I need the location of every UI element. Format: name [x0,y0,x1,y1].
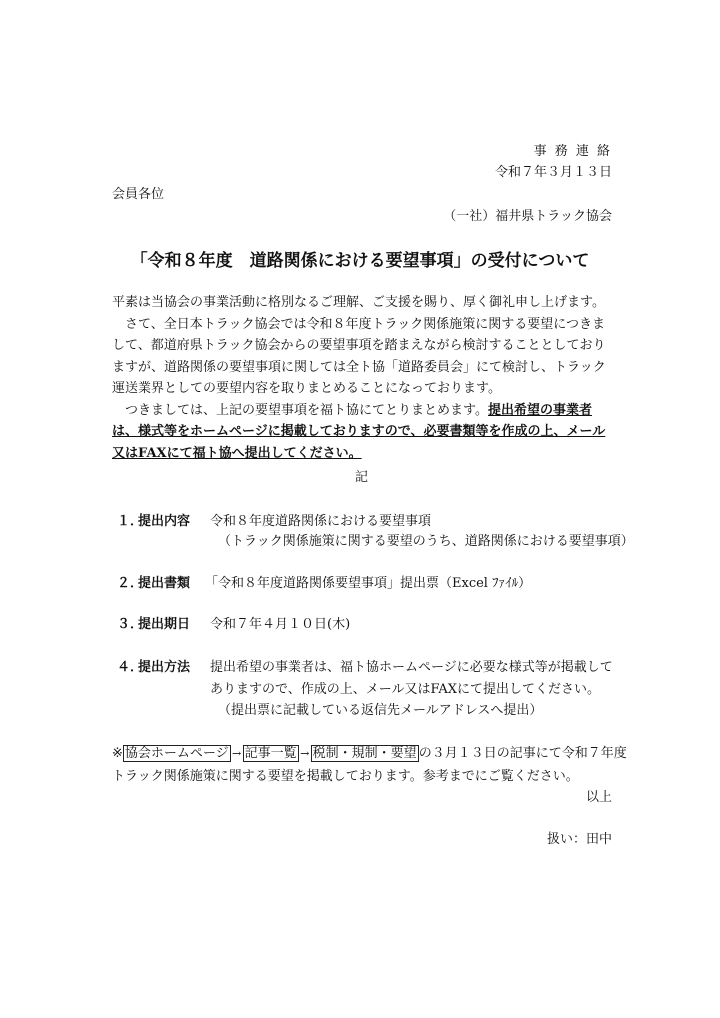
note-suffix: の３月１３日の記事にて令和７年度 [418,746,627,761]
section-1-detail: （トラック関係施策に関する要望のうち、道路関係における要望事項） [218,534,634,549]
recipient: 会員各位 [112,187,165,202]
doc-type-label: 事 務 連 絡 [533,144,612,159]
body-paragraph-2: さて、全日本トラック協会では令和８年度トラック関係施策に関する要望につきまして、都道府県トラック協会からの要望事項を踏まえながら検討することとしておりますが、道路関係の要望事項に関しては全ト協「道路委員会」にて検討し、トラック運送業界としての要望内容を取りまとめることになっております。 [112,316,606,396]
section-2-value: 「令和８年度道路関係要望事項」提出票（Excel ﾌｧｲﾙ） [205,576,532,591]
body-text [112,292,612,464]
issue-date: 令和７年３月１３日 [494,165,612,180]
note-prefix: ※ [112,746,123,761]
section-2-number: ２． [117,576,144,591]
section-4-value-line-3: （提出票に記載している返信先メールアドレスへ提出） [218,703,543,718]
section-3-label: 提出期日 [138,617,191,632]
nav-article-list: 記事一覧 [244,746,297,761]
body-paragraph-3 [112,400,612,465]
body-paragraph-3-text: つきましては、上記の要望事項を福ト協にてとりまとめます。 [125,402,488,418]
arrow-right-icon: → [300,747,310,760]
note-line-1 [112,742,627,761]
ki-heading: 記 [355,470,369,485]
body-paragraph-1: 平素は当協会の事業活動に格別なるご理解、ご支援を賜り、厚く御礼申し上げます。 [112,295,605,310]
arrow-right-icon: → [232,747,242,760]
section-4-value-line-1: 提出希望の事業者は、福ト協ホームページに必要な様式等が掲載して [210,660,613,675]
section-1-number: １． [117,514,144,529]
nav-homepage: 協会ホームページ [124,746,229,761]
closing-ijo: 以上 [585,790,612,805]
section-1-label: 提出内容 [138,514,191,529]
section-4-label: 提出方法 [138,660,191,675]
document-title: 「令和８年度 道路関係における要望事項」の受付について [130,251,590,271]
section-4-value-line-2: ありますので、作成の上、メール又はFAXにて提出してください。 [210,682,601,697]
note-line-2: トラック関係施策に関する要望を掲載しております。参考までにご覧ください。 [112,769,579,784]
section-3-value: 令和７年４月１０日(木) [210,617,351,632]
handler: 扱い：田中 [546,832,612,847]
section-1-value: 令和８年度道路関係における要望事項 [210,514,432,529]
section-2-label: 提出書類 [138,576,191,591]
section-3-number: ３． [117,617,144,632]
sender: （一社）福井県トラック協会 [443,209,612,224]
submission-instructions: 提出希望の事業者は、様式等をホームページに掲載しておりますので、必要書類等を作成の上、メール又はFAXにて福ト協へ提出してください。 [112,402,606,461]
section-4-number: ４． [117,660,144,675]
nav-tax-regulation-requests: 税制・規制・要望 [312,746,417,761]
